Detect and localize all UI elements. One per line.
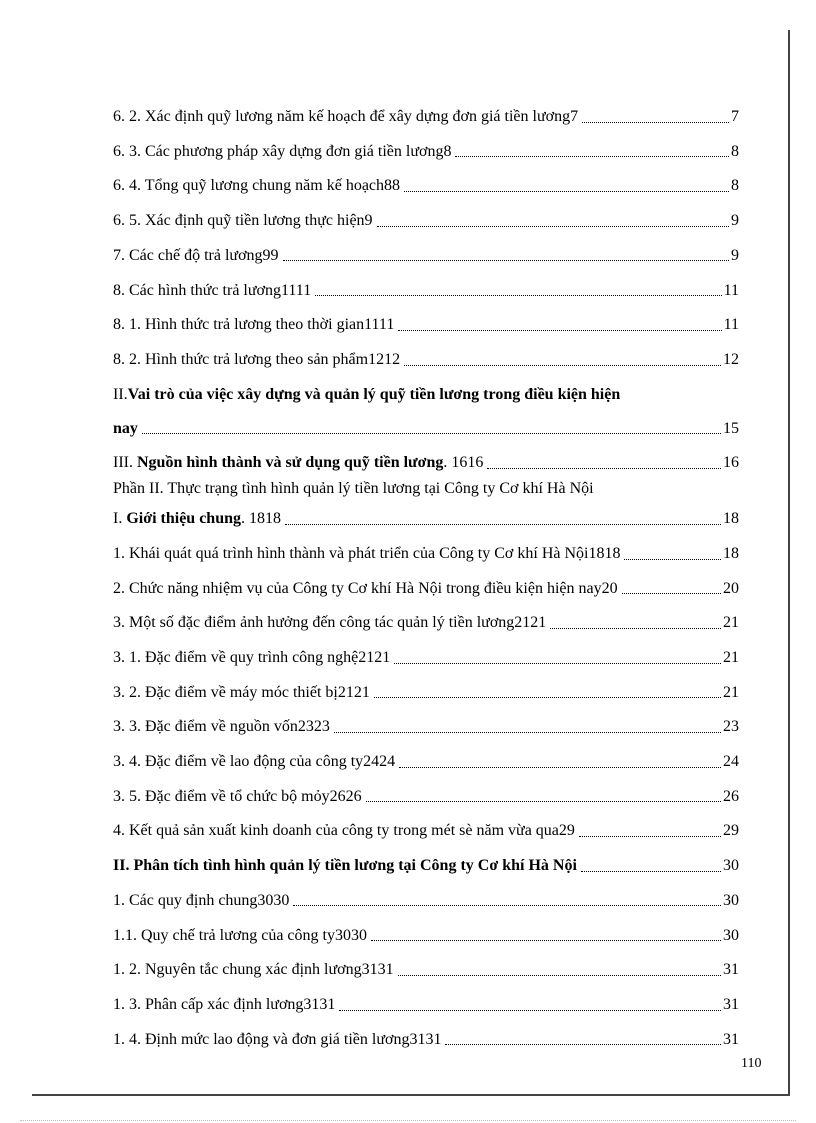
toc-entry-page: 30	[723, 891, 739, 909]
toc-entry-title: 1. Các quy định chung3030	[113, 891, 290, 909]
toc-entry-title: 1. 3. Phân cấp xác định lương3131	[113, 995, 336, 1013]
dot-leader	[404, 365, 721, 366]
section-title: Vai trò của việc xây dựng và quản lý quỹ tiền lương trong điều kiện hiện	[127, 385, 621, 403]
toc-entry[interactable]	[113, 639, 739, 674]
section-title: Phân tích tình hình quản lý tiền lương tại Công ty Cơ khí Hà Nội	[133, 857, 577, 875]
toc-entry-page: 30	[723, 857, 739, 875]
toc-entry[interactable]	[113, 778, 739, 813]
toc-entry-page: 9	[731, 246, 739, 264]
toc-entry-title: 1.1. Quy chế trả lương của công ty3030	[113, 926, 367, 944]
toc-entry[interactable]	[113, 535, 739, 570]
toc-entry[interactable]	[113, 951, 739, 986]
toc-entry[interactable]	[113, 167, 739, 202]
toc-entry-title: 8. Các hình thức trả lương1111	[113, 281, 312, 299]
toc-entry-page: 21	[723, 683, 739, 701]
dot-leader	[399, 767, 721, 768]
toc-entry-title: 6. 3. Các phương pháp xây dựng đơn giá tiền lương8	[113, 142, 452, 160]
dot-leader	[366, 801, 721, 802]
toc-entry[interactable]	[113, 444, 739, 479]
dot-leader	[371, 940, 721, 941]
part-title: Phần II. Thực trạng tình hình quản lý tiền lương tại Công ty Cơ khí Hà Nội	[113, 480, 594, 498]
toc-entry-title: 3. 4. Đặc điểm về lao động của công ty2424	[113, 753, 396, 771]
toc-entry-page: 24	[723, 753, 739, 771]
toc-entry-page: 20	[723, 579, 739, 597]
toc-entry[interactable]	[113, 271, 739, 306]
toc-entry-page: 31	[723, 995, 739, 1013]
dot-leader	[315, 295, 721, 296]
toc-entry[interactable]	[113, 410, 739, 445]
toc-entry-page: 21	[723, 614, 739, 632]
toc-entry-page: 7	[731, 108, 739, 126]
section-title: Nguồn hình thành và sử dụng quỹ tiền lương	[136, 454, 444, 472]
toc-entry-title: 1. Khái quát quá trình hình thành và phát triển của Công ty Cơ khí Hà Nội1818	[113, 544, 621, 562]
toc-entry-page: 16	[723, 454, 739, 472]
toc-entry-title: 3. 5. Đặc điểm về tổ chức bộ mỏy2626	[113, 787, 362, 805]
toc-entry[interactable]	[113, 341, 739, 376]
section-prefix: II.	[113, 385, 128, 403]
toc-entry-page: 31	[723, 961, 739, 979]
toc-entry[interactable]	[113, 505, 739, 535]
toc-entry-page: 8	[731, 177, 739, 195]
toc-entry-page: 31	[723, 1030, 739, 1048]
dot-leader	[624, 559, 721, 560]
toc-entry[interactable]	[113, 674, 739, 709]
dot-leader	[377, 226, 729, 227]
dot-leader	[283, 260, 729, 261]
toc-entry-title: 2. Chức năng nhiệm vụ của Công ty Cơ khí Hà Nội trong điều kiện hiện nay20	[113, 579, 618, 597]
toc-entry[interactable]	[113, 202, 739, 237]
toc-entry-title: 6. 2. Xác định quỹ lương năm kế hoạch để xây dựng đơn giá tiền lương7	[113, 108, 579, 126]
dot-leader	[455, 156, 729, 157]
toc-entry-page: 12	[723, 350, 739, 368]
dot-leader	[581, 871, 721, 872]
toc-entry-title: 3. 1. Đặc điểm về quy trình công nghệ2121	[113, 649, 391, 667]
toc-entry[interactable]	[113, 98, 739, 133]
dot-leader	[285, 524, 721, 525]
toc-entry-page: 29	[723, 822, 739, 840]
toc-entry-title	[113, 857, 577, 875]
toc-entry-title: 6. 4. Tổng quỹ lương chung năm kế hoạch88	[113, 177, 401, 195]
toc-entry-title	[113, 454, 483, 472]
page-separator	[20, 1120, 796, 1121]
toc-entry-title: nay	[113, 419, 138, 437]
toc-entry[interactable]	[113, 708, 739, 743]
toc-entry-page: 23	[723, 718, 739, 736]
toc-entry[interactable]	[113, 916, 739, 951]
section-prefix: II.	[113, 857, 134, 875]
toc-entry-page: 18	[723, 510, 739, 528]
dot-leader	[622, 593, 721, 594]
section-title: Giới thiệu chung	[126, 510, 241, 528]
dot-leader	[404, 191, 729, 192]
dot-leader	[374, 697, 721, 698]
toc-entry[interactable]	[113, 1021, 739, 1056]
part-heading[interactable]	[113, 479, 739, 505]
toc-entry[interactable]	[113, 237, 739, 272]
toc-entry-title: 4. Kết quả sản xuất kinh doanh của công ty trong mét sè năm vừa qua29	[113, 822, 575, 840]
toc-entry[interactable]	[113, 986, 739, 1021]
toc-entry-title: 8. 2. Hình thức trả lương theo sản phẩm1212	[113, 350, 401, 368]
toc-entry-page: 30	[723, 926, 739, 944]
toc-entry[interactable]	[113, 882, 739, 917]
dot-leader	[445, 1044, 721, 1045]
dot-leader	[550, 628, 721, 629]
toc-entry[interactable]	[113, 306, 739, 341]
dot-leader	[142, 433, 721, 434]
dot-leader	[334, 732, 721, 733]
toc-entry-page: 11	[723, 281, 739, 299]
toc-entry[interactable]	[113, 743, 739, 778]
page-number: 110	[741, 1056, 762, 1071]
dot-leader	[579, 836, 721, 837]
section-ii-heading[interactable]	[113, 376, 739, 410]
toc-entry-title: 6. 5. Xác định quỹ tiền lương thực hiện9	[113, 212, 373, 230]
toc-entry-page: 11	[723, 316, 739, 334]
dot-leader	[394, 663, 721, 664]
toc-entry-title: 3. 3. Đặc điểm về nguồn vốn2323	[113, 718, 330, 736]
toc-entry[interactable]	[113, 812, 739, 847]
toc-entry[interactable]	[113, 847, 739, 882]
section-prefix: III.	[113, 454, 137, 472]
toc-entry-title: 3. 2. Đặc điểm về máy móc thiết bị2121	[113, 683, 370, 701]
toc-entry-title: 8. 1. Hình thức trả lương theo thời gian1111	[113, 316, 395, 334]
toc-entry[interactable]	[113, 604, 739, 639]
dot-leader	[487, 468, 721, 469]
toc-entry[interactable]	[113, 133, 739, 168]
toc-entry-page: 8	[731, 142, 739, 160]
dot-leader	[398, 330, 721, 331]
toc-entry-title: 7. Các chế độ trả lương99	[113, 246, 279, 264]
section-prefix: I.	[113, 510, 127, 528]
toc-entry-title: 3. Một số đặc điểm ảnh hưởng đến công tác quản lý tiền lương2121	[113, 614, 547, 632]
section-suffix: . 1616	[443, 454, 484, 472]
toc-entry-title	[113, 510, 281, 528]
toc-entry-page: 9	[731, 212, 739, 230]
toc-entry-title: 1. 2. Nguyên tắc chung xác định lương3131	[113, 961, 394, 979]
dot-leader	[398, 975, 721, 976]
toc-entry-page: 21	[723, 649, 739, 667]
toc-entry[interactable]	[113, 570, 739, 605]
dot-leader	[339, 1010, 721, 1011]
toc-entry-page: 26	[723, 787, 739, 805]
toc-entry-page: 15	[723, 419, 739, 437]
section-suffix: . 1818	[241, 510, 281, 528]
toc-entry-page: 18	[723, 544, 739, 562]
table-of-contents	[113, 98, 739, 1055]
dot-leader	[582, 122, 729, 123]
dot-leader	[293, 905, 721, 906]
toc-entry-title: 1. 4. Định mức lao động và đơn giá tiền lương3131	[113, 1030, 442, 1048]
